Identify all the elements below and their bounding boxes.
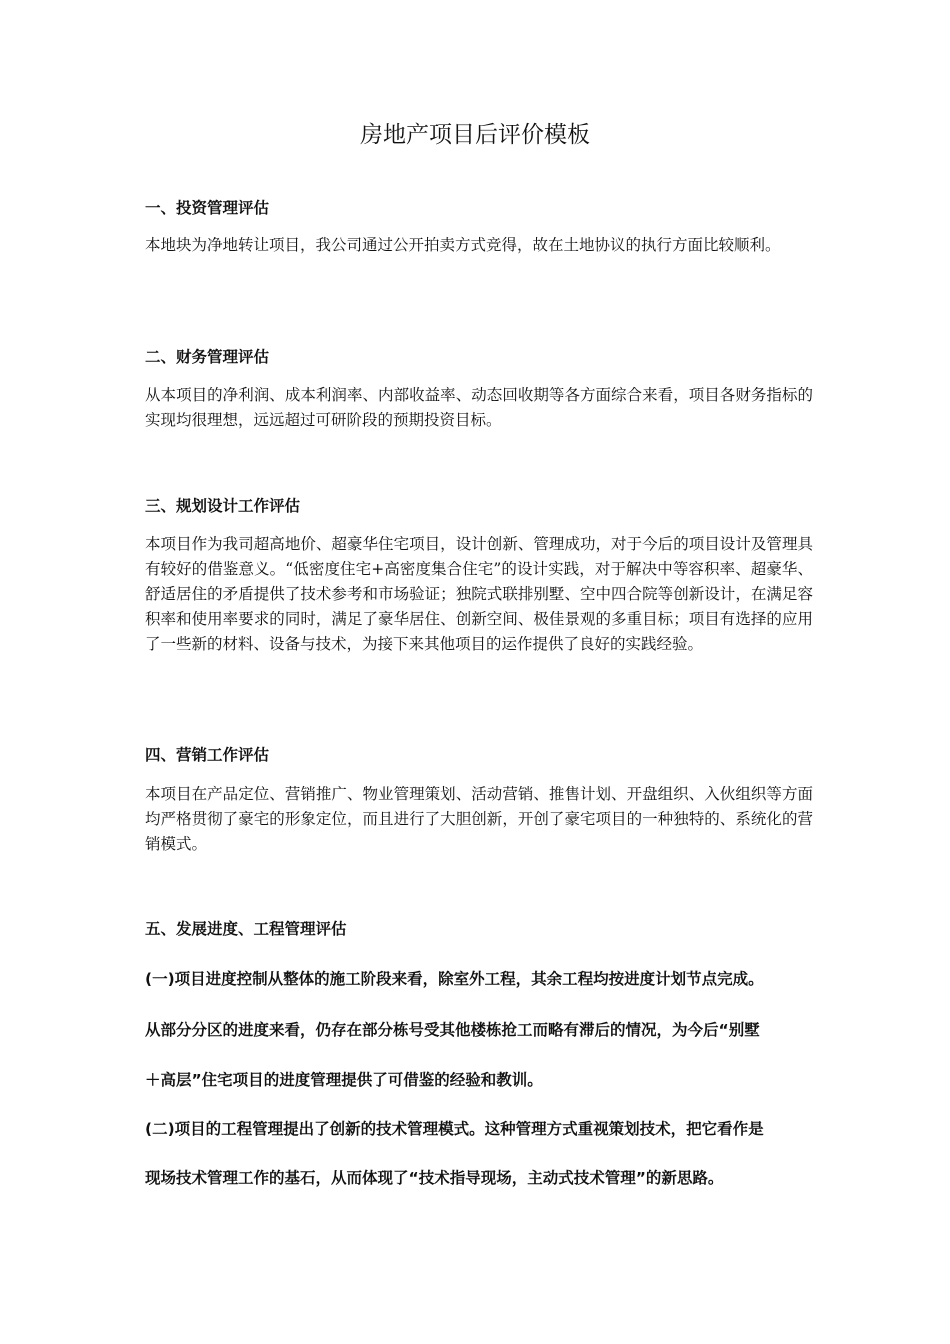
section-heading-finance: 二、财务管理评估	[145, 348, 270, 366]
section-heading-progress-engineering: 五、发展进度、工程管理评估	[145, 920, 347, 938]
section-body-marketing: 本项目在产品定位、营销推广、物业管理策划、活动营销、推售计划、开盘组织、入伙组织等方面均严格贯彻了豪宅的形象定位，而且进行了大胆创新，开创了豪宅项目的一种独特的、系统化的营销模式。	[145, 785, 813, 853]
section5-line-3: ＋高层”住宅项目的进度管理提供了可借鉴的经验和教训。	[145, 1071, 543, 1089]
section-heading-investment: 一、投资管理评估	[145, 199, 270, 217]
section5-line-5: 现场技术管理工作的基石，从而体现了“技术指导现场，主动式技术管理”的新思路。	[145, 1169, 724, 1187]
document-title: 房地产项目后评价模板	[360, 122, 590, 148]
section5-line-4: (二)项目的工程管理提出了创新的技术管理模式。这种管理方式重视策划技术，把它看作是	[145, 1120, 764, 1138]
section5-line-2: 从部分分区的进度来看，仍存在部分栋号受其他楼栋抢工而略有滞后的情况，为今后“别墅	[145, 1021, 760, 1039]
section-heading-planning-design: 三、规划设计工作评估	[145, 497, 301, 515]
section5-line-1: (一)项目进度控制从整体的施工阶段来看，除室外工程，其余工程均按进度计划节点完成。	[145, 970, 764, 988]
section-body-investment: 本地块为净地转让项目，我公司通过公开拍卖方式竞得，故在土地协议的执行方面比较顺利。	[145, 236, 781, 254]
section-body-finance: 从本项目的净利润、成本利润率、内部收益率、动态回收期等各方面综合来看，项目各财务指标的实现均很理想，远远超过可研阶段的预期投资目标。	[145, 386, 813, 429]
section-heading-marketing: 四、营销工作评估	[145, 746, 270, 764]
section-body-planning-design: 本项目作为我司超高地价、超豪华住宅项目，设计创新、管理成功，对于今后的项目设计及管理具有较好的借鉴意义。“低密度住宅+高密度集合住宅”的设计实践，对于解决中等容积率、超豪华、舒适居住的矛盾提供了技术参考和市场验证；独院式联排别墅、空中四合院等创新设计，在满足容积率和使用率要求的同时，满足了豪华居住、创新空间、极佳景观的多重目标；项目有选择的应用了一些新的材料、设备与技术，为接下来其他项目的运作提供了良好的实践经验。	[145, 535, 813, 653]
